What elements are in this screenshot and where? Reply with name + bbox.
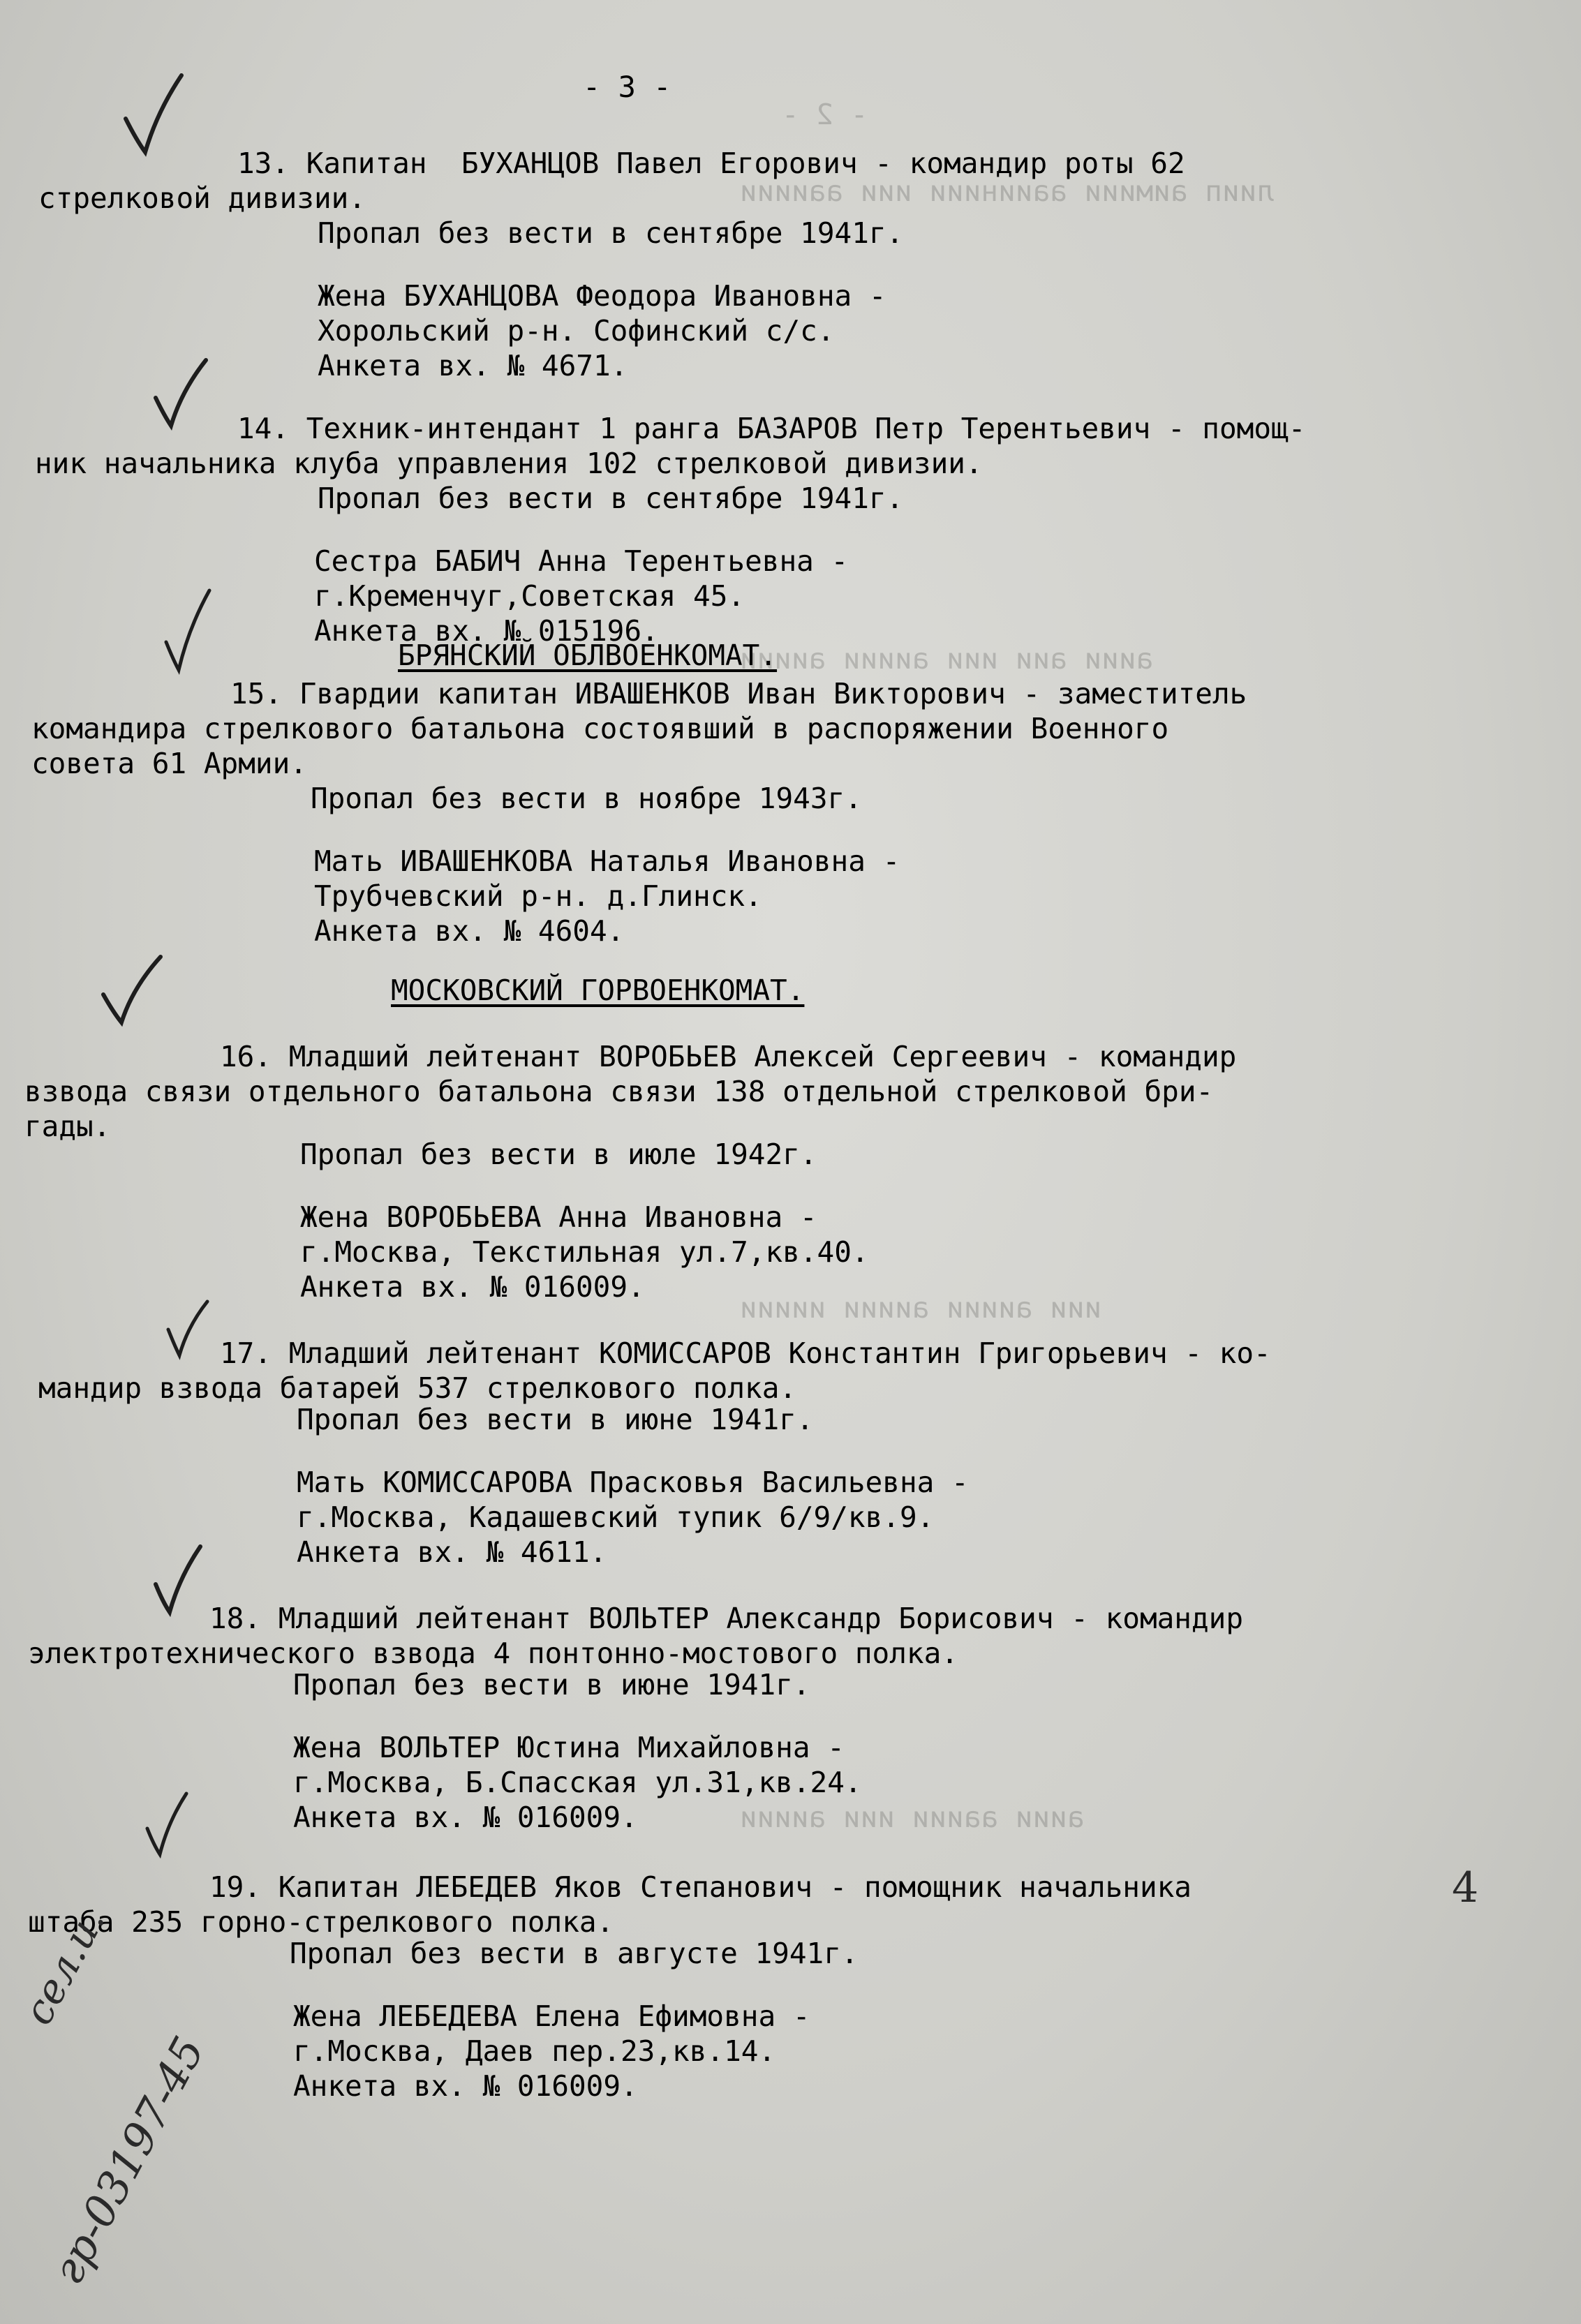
entry-18-missing: Пропал без вести в июне 1941г. (293, 1668, 810, 1701)
entry-14-intro: 14. Техник-интендант 1 ранга БАЗАРОВ Петр Терентьевич - помощ- (237, 412, 1306, 445)
entry-19-relative: Жена ЛЕБЕДЕВА Елена Ефимовна - (293, 1999, 810, 2033)
entry-16-cont: взвода связи отдельного батальона связи 138 отдельной стрелковой бри- (24, 1075, 1214, 1108)
entry-14-cont: ник начальника клуба управления 102 стрелковой дивизии. (35, 447, 983, 480)
checkmark-icon (143, 1790, 192, 1860)
entry-19-intro: 19. Капитан ЛЕБЕДЕВ Яков Степанович - помощник начальника (209, 1870, 1192, 1904)
entry-15-form: Анкета вх. № 4604. (314, 914, 625, 948)
entry-15-intro: 15. Гвардии капитан ИВАШЕНКОВ Иван Викторович - заместитель (230, 677, 1247, 710)
entry-19-address: г.Москва, Даев пер.23,кв.14. (293, 2034, 776, 2068)
entry-13-form: Анкета вх. № 4671. (318, 349, 628, 382)
edge-mark: 4 (1452, 1863, 1479, 1912)
checkmark-icon (119, 70, 188, 161)
margin-note-2: гр-03197-45 (42, 2028, 215, 2293)
entry-17-missing: Пропал без вести в июне 1941г. (297, 1403, 814, 1436)
entry-19-cont: штаба 235 горно-стрелкового полка. (28, 1905, 614, 1939)
entry-17-relative: Мать КОМИССАРОВА Прасковья Васильевна - (297, 1466, 969, 1499)
entry-13-address: Хорольский р-н. Софинский с/с. (318, 314, 835, 348)
entry-15-cont2: совета 61 Армии. (31, 747, 307, 780)
entry-17-form: Анкета вх. № 4611. (297, 1535, 607, 1569)
entry-16-cont2: гады. (24, 1110, 111, 1143)
bleed-through-3: аиии аии иии аииии аииии (740, 642, 1154, 676)
entry-17-cont: мандир взвода батарей 537 стрелкового полка. (38, 1371, 797, 1405)
entry-18-address: г.Москва, Б.Спасская ул.31,кв.24. (293, 1766, 862, 1799)
entry-17-intro: 17. Младший лейтенант КОМИССАРОВ Константин Григорьевич - ко- (220, 1336, 1271, 1370)
entry-18-relative: Жена ВОЛЬТЕР Юстина Михайловна - (293, 1731, 845, 1764)
checkmark-icon (164, 1298, 213, 1361)
entry-13-cont: стрелковой дивизии. (38, 181, 366, 215)
entry-19-missing: Пропал без вести в августе 1941г. (290, 1937, 859, 1970)
entry-15-cont: командира стрелкового батальона состоявший в распоряжении Военного (31, 712, 1169, 745)
entry-13-intro: 13. Капитан БУХАНЦОВ Павел Егорович - командир роты 62 (237, 147, 1185, 180)
entry-16-missing: Пропал без вести в июле 1942г. (300, 1138, 817, 1171)
entry-17-address: г.Москва, Кадашевский тупик 6/9/кв.9. (297, 1500, 935, 1534)
page-number: - 3 - (583, 70, 671, 104)
entry-15-address: Трубчевский р-н. д.Глинск. (314, 879, 762, 913)
heading-moscow: МОСКОВСКИЙ ГОРВОЕНКОМАТ. (391, 974, 805, 1007)
bleed-through-2: лиип аимиии ааииниии иии ааииии (740, 174, 1275, 208)
entry-15-missing: Пропал без вести в ноябре 1943г. (311, 782, 862, 815)
checkmark-icon (150, 1542, 206, 1619)
entry-14-form: Анкета вх. № 015196. (314, 614, 659, 648)
entry-14-missing: Пропал без вести в сентябре 1941г. (318, 482, 904, 515)
checkmark-icon (161, 586, 216, 677)
margin-note-1: сел.и. (14, 1900, 114, 2032)
bleed-through-1: - 2 - (782, 98, 868, 131)
entry-16-address: г.Москва, Текстильная ул.7,кв.40. (300, 1235, 869, 1269)
entry-15-relative: Мать ИВАШЕНКОВА Наталья Ивановна - (314, 844, 900, 878)
entry-13-relative: Жена БУХАНЦОВА Феодора Ивановна - (318, 279, 886, 313)
entry-18-cont: электротехнического взвода 4 понтонно-мостового полка. (28, 1637, 958, 1670)
entry-18-form: Анкета вх. № 016009. (293, 1801, 638, 1834)
entry-16-intro: 16. Младший лейтенант ВОРОБЬЕВ Алексей Сергеевич - командир (220, 1040, 1237, 1073)
checkmark-icon (98, 953, 168, 1029)
entry-16-form: Анкета вх. № 016009. (300, 1270, 645, 1304)
entry-14-address: г.Кременчуг,Советская 45. (314, 579, 745, 613)
entry-16-relative: Жена ВОРОБЬЕВА Анна Ивановна - (300, 1200, 817, 1234)
entry-19-form: Анкета вх. № 016009. (293, 2069, 638, 2103)
entry-18-intro: 18. Младший лейтенант ВОЛЬТЕР Александр Борисович - командир (209, 1602, 1244, 1635)
entry-14-relative: Сестра БАБИЧ Анна Терентьевна - (314, 544, 849, 578)
bleed-through-5: аиии ааиии иии аииии (740, 1801, 1085, 1834)
heading-bryansk: БРЯНСКИЙ ОБЛВОЕНКОМАТ. (398, 639, 778, 672)
entry-13-missing: Пропал без вести в сентябре 1941г. (318, 216, 904, 250)
bleed-through-4: иии аииии аииии иииии (740, 1291, 1102, 1325)
checkmark-icon (150, 356, 213, 433)
